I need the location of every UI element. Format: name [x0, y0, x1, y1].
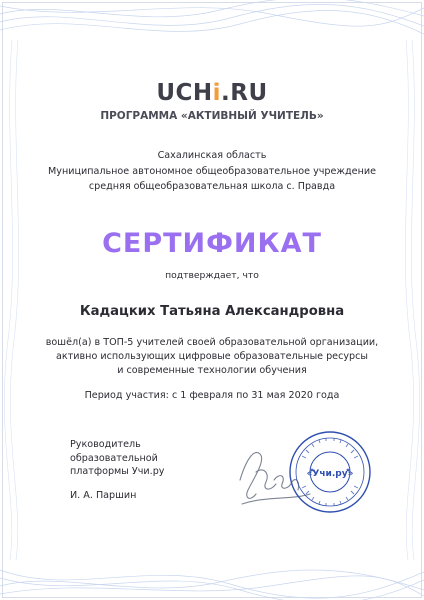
achievement-line-1: вошёл(а) в ТОП-5 учителей своей образовательной организации,: [45, 337, 379, 348]
signer-title-line-3: платформы Учи.ру: [70, 466, 165, 477]
certificate-title: СЕРТИФИКАТ: [102, 228, 322, 259]
signer-name: И. А. Паршин: [70, 490, 137, 501]
confirms-text: подтверждает, что: [165, 270, 259, 281]
achievement-line-3: и современные технологии обучения: [117, 365, 307, 376]
signer-title-line-2: образовательной: [70, 452, 158, 464]
region: Сахалинская область: [157, 150, 267, 161]
seal-center-text: «Учи.ру»: [306, 469, 354, 479]
handwritten-signature: [240, 452, 310, 504]
signature-and-seal: [236, 420, 380, 528]
signer-title: [70, 438, 164, 479]
organization-name-line-2: средняя общеобразовательная школа с. Правда: [88, 181, 336, 192]
recipient-name: Кадацких Татьяна Александровна: [79, 304, 345, 319]
platform-logo: UCHi.RU: [156, 80, 268, 106]
participation-period: Период участия: с 1 февраля по 31 мая 2020 года: [84, 390, 340, 401]
program-name: ПРОГРАММА «АКТИВНЫЙ УЧИТЕЛЬ»: [100, 110, 324, 122]
achievement-line-2: активно использующих цифровые образовательные ресурсы: [56, 351, 368, 362]
organization-name-line-1: Муниципальное автономное общеобразовательное учреждение: [47, 166, 376, 177]
signer-title-line-1: Руководитель: [70, 439, 141, 450]
